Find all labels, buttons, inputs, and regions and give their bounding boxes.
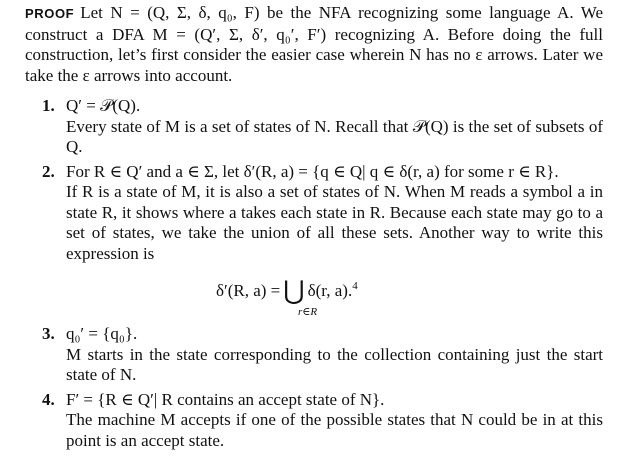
footnote-marker: 4 <box>352 280 358 292</box>
union-symbol: ⋃ <box>283 276 305 305</box>
item-body: Every state of M is a set of states of N. Recall that 𝒫(Q) is the set of subsets of Q. <box>66 116 603 156</box>
item-number: 1. <box>42 96 55 115</box>
proof-intro-text: Let N = (Q, Σ, δ, q₀, F) be the NFA recognizing some language A. We construct a DFA M = (Q′, Σ, δ′, q₀′, F′) recognizing A. Before doing the full construction, let’s first consider the easier case wherein N has no ε arrows. Later we take the ε arrows into account. <box>25 3 603 85</box>
list-item <box>42 162 603 321</box>
item-body: If R is a state of M, it is also a set of states of N. When M reads a symbol a in state R, it shows where a takes each state in R. Because each state may go to a set of states, we take the union of all these sets. Another way to write this expression is <box>66 182 603 263</box>
proof-label: PROOF <box>25 6 75 21</box>
proof-intro-paragraph <box>25 3 603 86</box>
item-number: 4. <box>42 389 55 409</box>
formula-subscript: r∈R <box>298 306 318 318</box>
union-formula <box>66 270 603 320</box>
formula-lhs: δ′(R, a) = <box>216 281 281 300</box>
item-number: 3. <box>42 324 55 343</box>
item-head: F′ = {R ∈ Q′| R contains an accept state of N}. <box>66 389 385 409</box>
item-number: 2. <box>42 161 55 181</box>
list-item <box>42 324 603 386</box>
item-body: The machine M accepts if one of the possible states that N could be in at this point is an accept state. <box>66 410 603 450</box>
item-body: M starts in the state corresponding to the collection containing just the start state of N. <box>66 344 603 384</box>
formula-expression <box>216 276 358 305</box>
item-head: For R ∈ Q′ and a ∈ Σ, let δ′(R, a) = {q ∈ Q| q ∈ δ(r, a) for some r ∈ R}. <box>66 161 559 181</box>
formula-rhs: δ(r, a). <box>307 281 353 300</box>
construction-list <box>42 96 603 451</box>
list-item <box>42 390 603 452</box>
list-item <box>42 96 603 158</box>
item-head: q₀′ = {q₀}. <box>66 324 138 343</box>
item-head: Q′ = 𝒫(Q). <box>66 96 141 115</box>
